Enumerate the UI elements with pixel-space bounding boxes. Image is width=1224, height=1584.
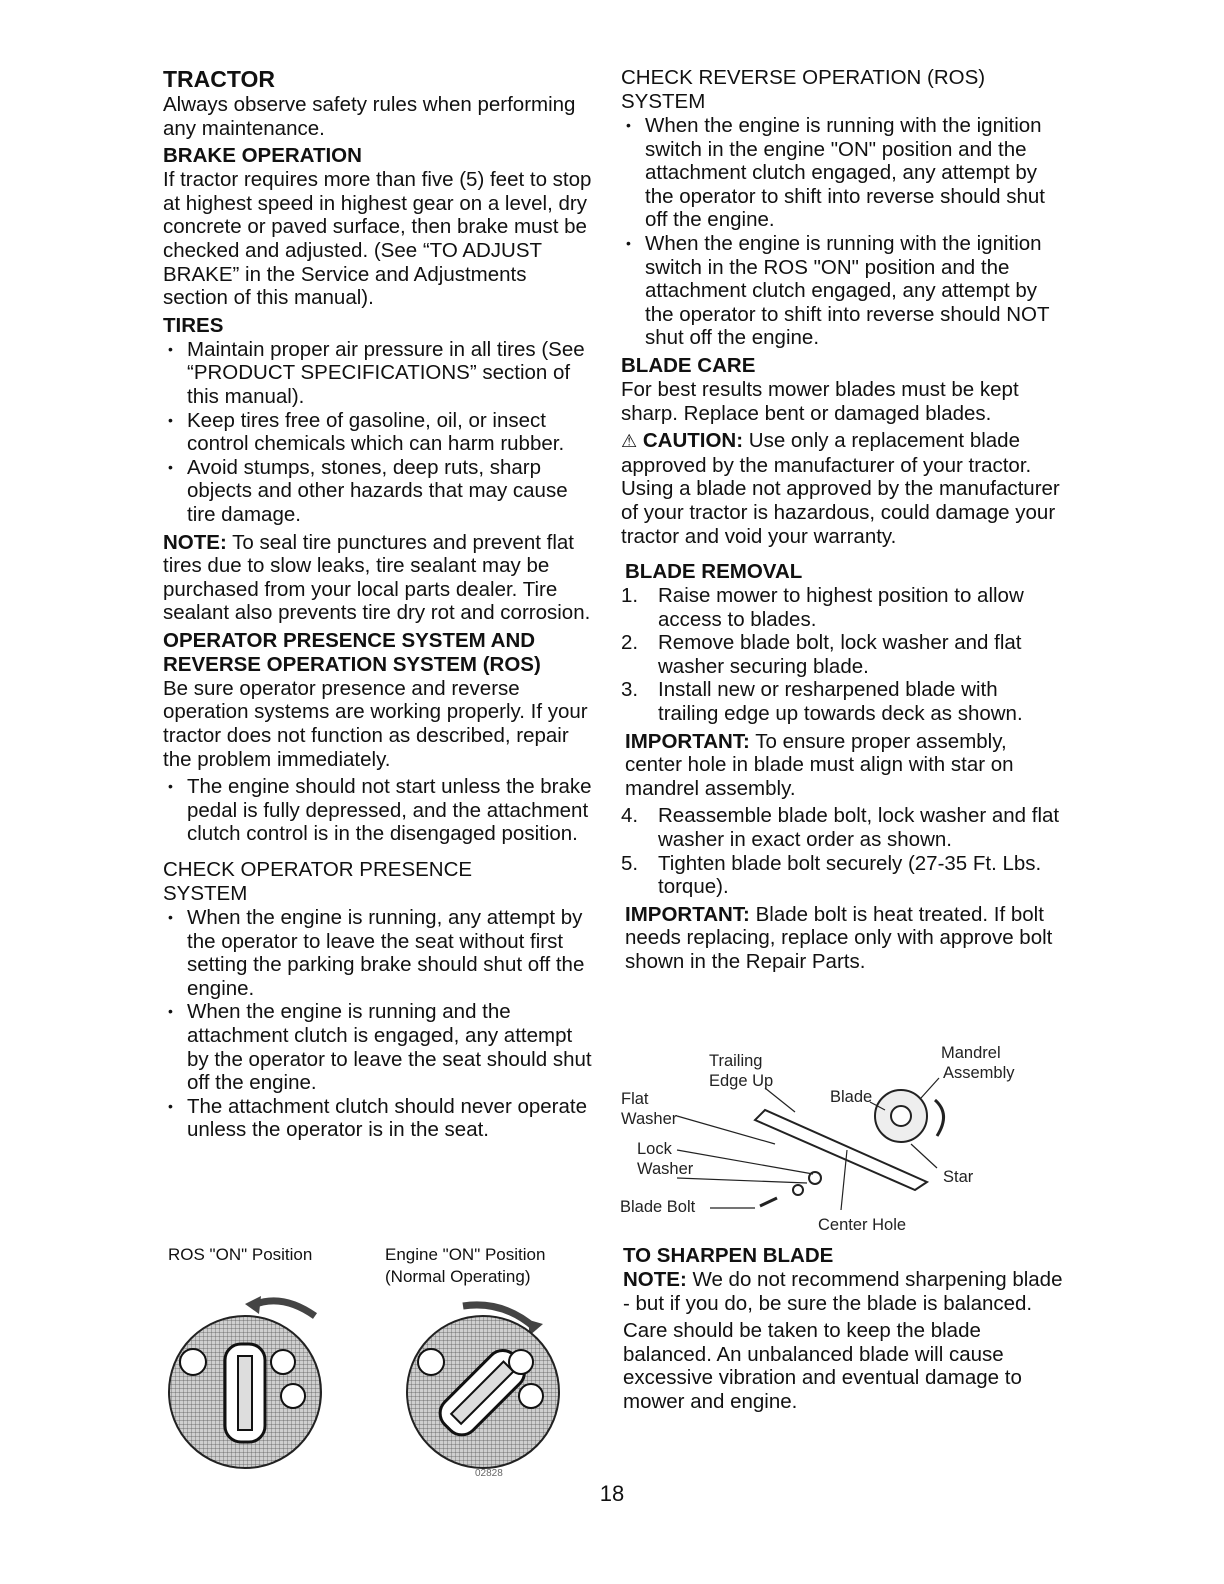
brake-text: If tractor requires more than five (5) feet to stop at highest speed in highest gear on a level, dry concrete or paved surface, then brake must be checked and adjusted. (See “TO ADJUST BRAKE” in the Service and Adjustments section of this manual). [163, 168, 592, 310]
blade-removal-steps-a [621, 584, 1061, 726]
list-item: • When the engine is running and the attachment clutch is engaged, any attempt by the operator to leave the seat should shut off the engine. [163, 1000, 595, 1094]
brake-heading: BRAKE OPERATION [163, 144, 362, 168]
tires-heading: TIRES [163, 313, 224, 337]
diagram-label-assembly: Assembly [943, 1064, 1015, 1082]
important-note-2: IMPORTANT: Blade bolt is heat treated. If bolt needs replacing, replace only with approve bolt shown in the Repair Parts. [625, 902, 1053, 973]
ros-dial-icon [169, 1296, 321, 1468]
engine-on-label: Engine "ON" Position [385, 1245, 546, 1264]
list-item: • When the engine is running with the ignition switch in the ROS "ON" position and the attachment clutch engaged, any attempt by the operator to shift into reverse should NOT shut off the engine. [621, 232, 1061, 350]
diagram-label-mandrel: Mandrel [941, 1044, 1001, 1062]
diagram-label-lock: Lock [637, 1140, 672, 1158]
diagram-label-washer: Washer [621, 1110, 678, 1128]
list-item: 4. Reassemble blade bolt, lock washer and flat washer in exact order as shown. [621, 804, 1060, 852]
diagram-label-center-hole: Center Hole [818, 1216, 907, 1234]
diagram-label-edge-up: Edge Up [709, 1072, 774, 1090]
tractor-heading: TRACTOR [163, 66, 276, 92]
diagram-label-blade: Blade [830, 1088, 873, 1106]
blade-removal-steps-b [621, 804, 1061, 898]
tires-note [163, 531, 595, 625]
left-column [163, 66, 595, 1146]
tractor-intro: Always observe safety rules when performing any maintenance. [163, 93, 576, 140]
important-note-1: IMPORTANT: To ensure proper assembly, center hole in blade must align with star on mandrel assembly. [625, 729, 1014, 800]
list-item: • Keep tires free of gasoline, oil, or insect control chemicals which can harm rubber. [163, 409, 595, 456]
blade-bolt-icon [760, 1198, 777, 1206]
list-item: • When the engine is running, any attempt by the operator to leave the seat without first setting the parking brake should shut off the engine. [163, 906, 595, 1000]
figure-code: 02828 [475, 1468, 503, 1479]
normal-operating-label: (Normal Operating) [385, 1267, 531, 1286]
caution-label: CAUTION: [642, 429, 744, 453]
sharpen-text: Care should be taken to keep the blade balanced. An unbalanced blade will cause excessive vibration and eventual damage to mower and engine. [623, 1319, 1022, 1413]
dials-svg [163, 1244, 603, 1484]
warning-triangle-icon: ⚠ [621, 431, 638, 452]
check-ros-list [621, 114, 1061, 350]
check-ros-heading: CHECK REVERSE OPERATION (ROS) SYSTEM [621, 66, 986, 113]
sharpen-section [623, 1244, 1063, 1418]
list-item: 1. Raise mower to highest position to allow access to blades. [621, 584, 1024, 631]
blade-care-heading: BLADE CARE [621, 353, 756, 377]
list-item: • Maintain proper air pressure in all tires (See “PRODUCT SPECIFICATIONS” section of this manual). [163, 338, 595, 409]
blade-removal-heading: BLADE REMOVAL [625, 560, 803, 584]
ops-heading-line2: REVERSE OPERATION SYSTEM (ROS) [163, 652, 541, 676]
diagram-label-lock-washer: Washer [637, 1160, 694, 1178]
diagram-label-trailing: Trailing [709, 1052, 763, 1070]
sharpen-note: NOTE: We do not recommend sharpening blade - but if you do, be sure the blade is balanced. [623, 1268, 1063, 1315]
list-item: • The engine should not start unless the brake pedal is fully depressed, and the attachment clutch control is in the disengaged position. [163, 775, 595, 846]
check-ops-list [163, 906, 595, 1142]
ignition-dials-figure [163, 1244, 603, 1494]
sharpen-heading: TO SHARPEN BLADE [623, 1244, 834, 1267]
right-column [621, 66, 1061, 978]
engine-dial-icon [407, 1305, 559, 1468]
diagram-label-star: Star [943, 1168, 974, 1186]
caution-block [621, 429, 1061, 548]
ops-list [163, 775, 595, 846]
diagram-label-flat: Flat [621, 1090, 649, 1108]
blade-care-text: For best results mower blades must be kept sharp. Replace bent or damaged blades. [621, 377, 1019, 425]
ros-on-label: ROS "ON" Position [168, 1245, 313, 1264]
ops-heading-line1: OPERATOR PRESENCE SYSTEM AND [163, 628, 536, 652]
caution-text: Use only a replacement blade approved by the manufacturer of your tractor. Using a blade not approved by the manufacturer of your tractor is hazardous, could damage your tractor and void your warranty. [621, 429, 1060, 548]
list-item: • When the engine is running with the ignition switch in the engine "ON" position and the attachment clutch engaged, any attempt by the operator to shift into reverse should shut off the engine. [621, 114, 1061, 232]
check-ops-heading: CHECK OPERATOR PRESENCE SYSTEM [163, 858, 473, 906]
blade-diagram [615, 1040, 1035, 1240]
list-item: 2. Remove blade bolt, lock washer and flat washer securing blade. [621, 631, 1022, 678]
note-text: To seal tire punctures and prevent flat tires due to slow leaks, tire sealant may be purchased from your local parts dealer. Tire sealant also prevents tire dry rot and corrosion. [163, 530, 591, 625]
tires-list [163, 338, 595, 527]
diagram-label-blade-bolt: Blade Bolt [620, 1198, 696, 1216]
list-item: • The attachment clutch should never operate unless the operator is in the seat. [163, 1095, 595, 1142]
page-number: 18 [599, 1481, 625, 1506]
ops-text: Be sure operator presence and reverse operation systems are working properly. If your tractor does not function as described, repair the problem immediately. [163, 676, 588, 771]
list-item: 5. Tighten blade bolt securely (27-35 Ft. Lbs. torque). [621, 851, 1042, 899]
list-item: • Avoid stumps, stones, deep ruts, sharp objects and other hazards that may cause tire damage. [163, 456, 595, 527]
list-item: 3. Install new or resharpened blade with trailing edge up towards deck as shown. [621, 678, 1023, 726]
note-label: NOTE: [163, 530, 227, 554]
